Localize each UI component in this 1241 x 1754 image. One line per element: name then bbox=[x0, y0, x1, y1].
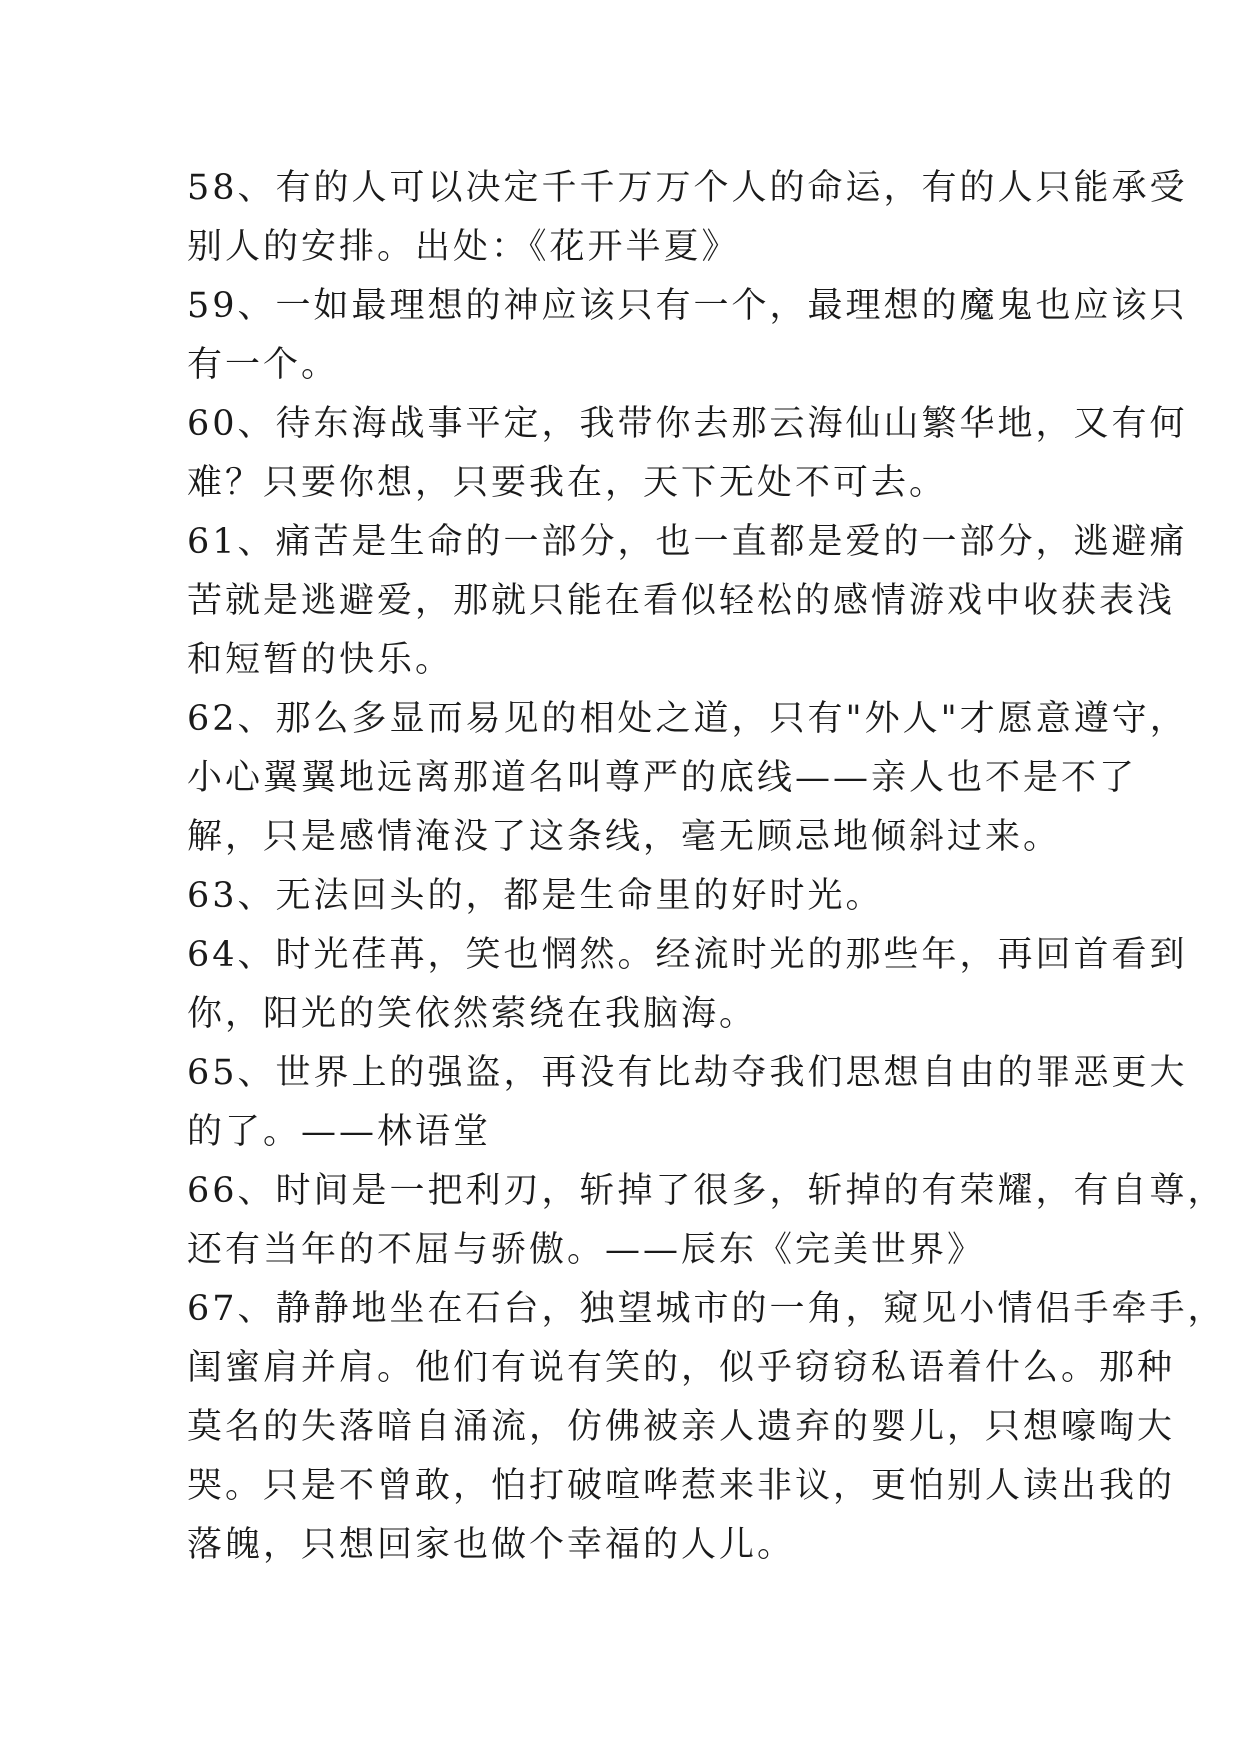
text-line: 你，阳光的笑依然萦绕在我脑海。 bbox=[187, 994, 758, 1034]
quote-entry-64 bbox=[187, 926, 1188, 1044]
text-line: 65、世界上的强盗，再没有比劫夺我们思想自由的罪恶更大 bbox=[187, 1053, 1188, 1093]
quote-entry-59 bbox=[187, 277, 1188, 395]
text-line: 闺蜜肩并肩。他们有说有笑的，似乎窃窃私语着什么。那种 bbox=[187, 1348, 1176, 1388]
text-line: 落魄，只想回家也做个幸福的人儿。 bbox=[187, 1525, 796, 1565]
quote-entry-67 bbox=[187, 1280, 1226, 1575]
text-line: 别人的安排。出处：《花开半夏》 bbox=[187, 227, 740, 267]
quote-entry-61 bbox=[187, 513, 1188, 690]
text-line: 解，只是感情淹没了这条线，毫无顾忌地倾斜过来。 bbox=[187, 817, 1062, 857]
quote-entry-66 bbox=[187, 1162, 1226, 1280]
quote-entry-58 bbox=[187, 159, 1188, 277]
quote-entry-62 bbox=[187, 690, 1188, 867]
document-body bbox=[187, 159, 1226, 1575]
text-line: 的了。——林语堂 bbox=[187, 1112, 492, 1152]
text-line: 和短暂的快乐。 bbox=[187, 640, 454, 680]
text-line: 莫名的失落暗自涌流，仿佛被亲人遗弃的婴儿，只想嚎啕大 bbox=[187, 1407, 1176, 1447]
text-line: 66、时间是一把利刃，斩掉了很多，斩掉的有荣耀，有自尊， bbox=[187, 1171, 1226, 1211]
text-line: 哭。只是不曾敢，怕打破喧哗惹来非议，更怕别人读出我的 bbox=[187, 1466, 1176, 1506]
text-line: 67、静静地坐在石台，独望城市的一角，窥见小情侣手牵手， bbox=[187, 1289, 1226, 1329]
text-line: 60、待东海战事平定，我带你去那云海仙山繁华地，又有何 bbox=[187, 404, 1188, 444]
text-line: 小心翼翼地远离那道名叫尊严的底线——亲人也不是不了 bbox=[187, 758, 1138, 798]
text-line: 59、一如最理想的神应该只有一个，最理想的魔鬼也应该只 bbox=[187, 286, 1188, 326]
text-line: 64、时光荏苒，笑也惘然。经流时光的那些年，再回首看到 bbox=[187, 935, 1188, 975]
quote-entry-63 bbox=[187, 867, 1067, 926]
text-line: 还有当年的不屈与骄傲。——辰东《完美世界》 bbox=[187, 1230, 986, 1270]
quote-entry-60 bbox=[187, 395, 1188, 513]
text-line: 62、那么多显而易见的相处之道，只有"外人"才愿意遵守， bbox=[187, 699, 1188, 739]
text-line: 有一个。 bbox=[187, 345, 340, 385]
text-line: 63、无法回头的，都是生命里的好时光。 bbox=[187, 876, 884, 916]
text-line: 难？只要你想，只要我在，天下无处不可去。 bbox=[187, 463, 948, 503]
text-line: 61、痛苦是生命的一部分，也一直都是爱的一部分，逃避痛 bbox=[187, 522, 1188, 562]
text-line: 58、有的人可以决定千千万万个人的命运，有的人只能承受 bbox=[187, 168, 1188, 208]
quote-entry-65 bbox=[187, 1044, 1188, 1162]
text-line: 苦就是逃避爱，那就只能在看似轻松的感情游戏中收获表浅 bbox=[187, 581, 1176, 621]
